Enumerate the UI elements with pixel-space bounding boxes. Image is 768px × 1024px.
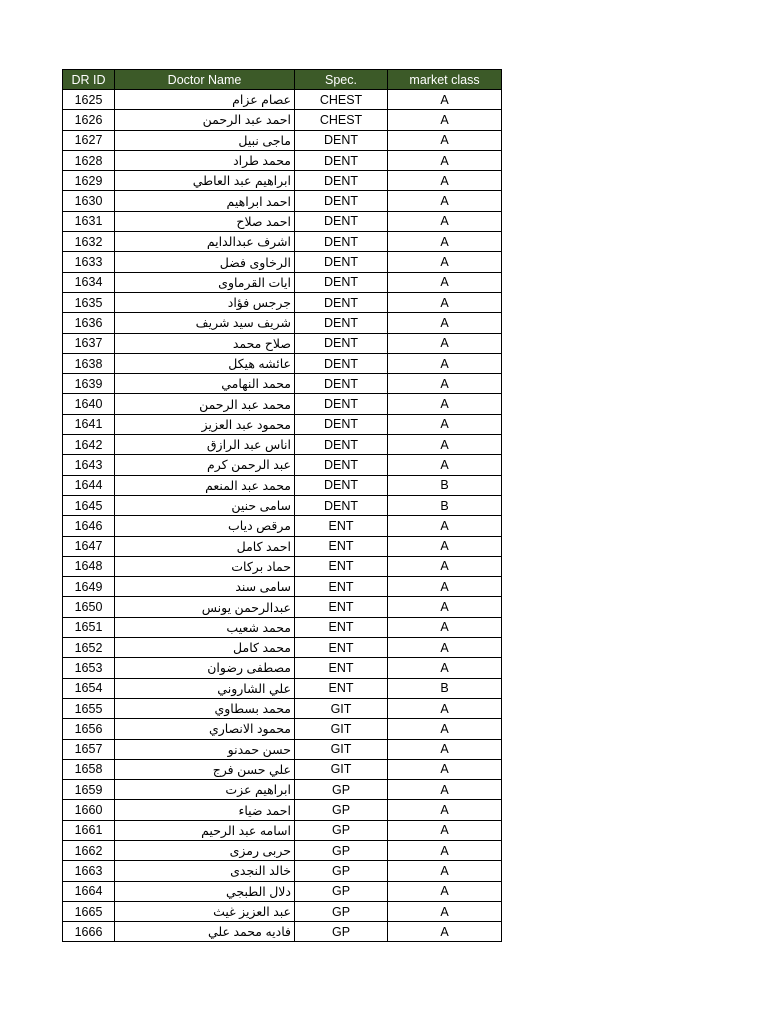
cell-dr-id[interactable]: 1650 <box>63 597 115 617</box>
cell-spec[interactable]: DENT <box>295 353 388 373</box>
cell-doctor-name[interactable]: سامى سند <box>115 577 295 597</box>
cell-dr-id[interactable]: 1658 <box>63 759 115 779</box>
cell-spec[interactable]: DENT <box>295 150 388 170</box>
cell-market-class[interactable]: A <box>388 333 502 353</box>
table-row <box>63 698 502 718</box>
cell-dr-id[interactable]: 1655 <box>63 698 115 718</box>
cell-market-class[interactable]: A <box>388 820 502 840</box>
cell-spec[interactable]: ENT <box>295 597 388 617</box>
cell-doctor-name[interactable]: محمود الانصاري <box>115 719 295 739</box>
table-row <box>63 922 502 942</box>
cell-dr-id[interactable]: 1632 <box>63 232 115 252</box>
table-row <box>63 759 502 779</box>
cell-dr-id[interactable]: 1663 <box>63 861 115 881</box>
cell-spec[interactable]: ENT <box>295 577 388 597</box>
cell-dr-id[interactable]: 1633 <box>63 252 115 272</box>
cell-spec[interactable]: DENT <box>295 130 388 150</box>
table-row <box>63 171 502 191</box>
table-row <box>63 455 502 475</box>
cell-doctor-name[interactable]: حماد بركات <box>115 556 295 576</box>
cell-doctor-name[interactable]: علي الشاروني <box>115 678 295 698</box>
cell-dr-id[interactable]: 1638 <box>63 353 115 373</box>
cell-dr-id[interactable]: 1629 <box>63 171 115 191</box>
cell-spec[interactable]: ENT <box>295 556 388 576</box>
table-row <box>63 516 502 536</box>
table-row <box>63 780 502 800</box>
table-row <box>63 800 502 820</box>
cell-spec[interactable]: ENT <box>295 638 388 658</box>
cell-market-class[interactable]: A <box>388 617 502 637</box>
cell-market-class[interactable]: A <box>388 698 502 718</box>
cell-spec[interactable]: DENT <box>295 495 388 515</box>
cell-market-class[interactable]: A <box>388 922 502 942</box>
cell-dr-id[interactable]: 1647 <box>63 536 115 556</box>
cell-dr-id[interactable]: 1646 <box>63 516 115 536</box>
cell-dr-id[interactable]: 1664 <box>63 881 115 901</box>
table-row <box>63 739 502 759</box>
cell-spec[interactable]: GIT <box>295 759 388 779</box>
cell-dr-id[interactable]: 1625 <box>63 90 115 110</box>
cell-doctor-name[interactable]: ابراهيم عزت <box>115 780 295 800</box>
cell-dr-id[interactable]: 1660 <box>63 800 115 820</box>
cell-dr-id[interactable]: 1627 <box>63 130 115 150</box>
table-row <box>63 211 502 231</box>
cell-dr-id[interactable]: 1634 <box>63 272 115 292</box>
cell-dr-id[interactable]: 1666 <box>63 922 115 942</box>
table-row <box>63 861 502 881</box>
cell-spec[interactable]: DENT <box>295 394 388 414</box>
cell-doctor-name[interactable]: صلاح محمد <box>115 333 295 353</box>
cell-dr-id[interactable]: 1653 <box>63 658 115 678</box>
cell-spec[interactable]: CHEST <box>295 90 388 110</box>
cell-market-class[interactable]: B <box>388 475 502 495</box>
table-row <box>63 881 502 901</box>
header-market-class: market class <box>388 70 502 90</box>
cell-market-class[interactable]: A <box>388 374 502 394</box>
table-row <box>63 495 502 515</box>
cell-doctor-name[interactable]: عبدالرحمن يونس <box>115 597 295 617</box>
cell-spec[interactable]: DENT <box>295 191 388 211</box>
cell-doctor-name[interactable]: شريف سيد شريف <box>115 313 295 333</box>
cell-market-class[interactable]: A <box>388 739 502 759</box>
cell-market-class[interactable]: A <box>388 150 502 170</box>
table-row <box>63 150 502 170</box>
table-row <box>63 110 502 130</box>
table-row <box>63 374 502 394</box>
header-spec: Spec. <box>295 70 388 90</box>
table-row <box>63 292 502 312</box>
cell-doctor-name[interactable]: احمد صلاح <box>115 211 295 231</box>
cell-market-class[interactable]: A <box>388 638 502 658</box>
cell-dr-id[interactable]: 1652 <box>63 638 115 658</box>
cell-spec[interactable]: ENT <box>295 678 388 698</box>
cell-doctor-name[interactable]: اشرف عبدالدايم <box>115 232 295 252</box>
cell-doctor-name[interactable]: ابراهيم عبد العاطي <box>115 171 295 191</box>
table-row <box>63 252 502 272</box>
cell-market-class[interactable]: A <box>388 536 502 556</box>
cell-doctor-name[interactable]: ايات القرماوى <box>115 272 295 292</box>
cell-dr-id[interactable]: 1631 <box>63 211 115 231</box>
cell-market-class[interactable]: A <box>388 780 502 800</box>
cell-dr-id[interactable]: 1637 <box>63 333 115 353</box>
cell-market-class[interactable]: A <box>388 90 502 110</box>
cell-dr-id[interactable]: 1626 <box>63 110 115 130</box>
cell-market-class[interactable]: A <box>388 110 502 130</box>
cell-doctor-name[interactable]: احمد ضياء <box>115 800 295 820</box>
cell-spec[interactable]: DENT <box>295 333 388 353</box>
table-row <box>63 475 502 495</box>
cell-spec[interactable]: DENT <box>295 252 388 272</box>
table-row <box>63 333 502 353</box>
table-row <box>63 414 502 434</box>
cell-market-class[interactable]: A <box>388 577 502 597</box>
header-row <box>63 70 502 90</box>
table-row <box>63 394 502 414</box>
table-row <box>63 353 502 373</box>
cell-market-class[interactable]: A <box>388 130 502 150</box>
cell-market-class[interactable]: A <box>388 901 502 921</box>
cell-dr-id[interactable]: 1630 <box>63 191 115 211</box>
table-row <box>63 678 502 698</box>
cell-doctor-name[interactable]: محمد بسطاوي <box>115 698 295 718</box>
cell-spec[interactable]: GP <box>295 840 388 860</box>
cell-spec[interactable]: DENT <box>295 272 388 292</box>
cell-dr-id[interactable]: 1649 <box>63 577 115 597</box>
cell-market-class[interactable]: A <box>388 272 502 292</box>
cell-dr-id[interactable]: 1661 <box>63 820 115 840</box>
cell-dr-id[interactable]: 1645 <box>63 495 115 515</box>
cell-spec[interactable]: GIT <box>295 739 388 759</box>
cell-market-class[interactable]: A <box>388 516 502 536</box>
cell-spec[interactable]: GP <box>295 901 388 921</box>
cell-market-class[interactable]: A <box>388 435 502 455</box>
cell-dr-id[interactable]: 1657 <box>63 739 115 759</box>
cell-doctor-name[interactable]: محمد كامل <box>115 638 295 658</box>
cell-market-class[interactable]: A <box>388 881 502 901</box>
cell-market-class[interactable]: A <box>388 658 502 678</box>
cell-market-class[interactable]: A <box>388 414 502 434</box>
cell-spec[interactable]: GP <box>295 922 388 942</box>
cell-market-class[interactable]: A <box>388 353 502 373</box>
cell-dr-id[interactable]: 1648 <box>63 556 115 576</box>
cell-doctor-name[interactable]: اناس عبد الرازق <box>115 435 295 455</box>
cell-market-class[interactable]: A <box>388 232 502 252</box>
cell-doctor-name[interactable]: محمود عبد العزيز <box>115 414 295 434</box>
cell-market-class[interactable]: A <box>388 313 502 333</box>
cell-market-class[interactable]: A <box>388 171 502 191</box>
cell-doctor-name[interactable]: عبد الرحمن كرم <box>115 455 295 475</box>
cell-market-class[interactable]: A <box>388 394 502 414</box>
cell-dr-id[interactable]: 1636 <box>63 313 115 333</box>
cell-spec[interactable]: DENT <box>295 313 388 333</box>
cell-doctor-name[interactable]: علي حسن فرج <box>115 759 295 779</box>
cell-dr-id[interactable]: 1635 <box>63 292 115 312</box>
cell-dr-id[interactable]: 1659 <box>63 780 115 800</box>
cell-dr-id[interactable]: 1641 <box>63 414 115 434</box>
cell-doctor-name[interactable]: عبد العزيز غيث <box>115 901 295 921</box>
cell-market-class[interactable]: A <box>388 556 502 576</box>
table-row <box>63 232 502 252</box>
table-header <box>63 70 502 90</box>
cell-dr-id[interactable]: 1639 <box>63 374 115 394</box>
cell-dr-id[interactable]: 1643 <box>63 455 115 475</box>
table-row <box>63 191 502 211</box>
header-dr-id: DR ID <box>63 70 115 90</box>
cell-spec[interactable]: GP <box>295 820 388 840</box>
cell-spec[interactable]: DENT <box>295 475 388 495</box>
cell-market-class[interactable]: A <box>388 597 502 617</box>
cell-doctor-name[interactable]: محمد طراد <box>115 150 295 170</box>
cell-doctor-name[interactable]: احمد كامل <box>115 536 295 556</box>
cell-spec[interactable]: GP <box>295 800 388 820</box>
cell-doctor-name[interactable]: محمد عبد المنعم <box>115 475 295 495</box>
cell-doctor-name[interactable]: حسن حمدنو <box>115 739 295 759</box>
cell-market-class[interactable]: A <box>388 191 502 211</box>
table-row <box>63 840 502 860</box>
cell-spec[interactable]: DENT <box>295 292 388 312</box>
cell-doctor-name[interactable]: دلال الطبجي <box>115 881 295 901</box>
cell-doctor-name[interactable]: محمد النهامي <box>115 374 295 394</box>
cell-spec[interactable]: DENT <box>295 414 388 434</box>
cell-dr-id[interactable]: 1654 <box>63 678 115 698</box>
cell-market-class[interactable]: A <box>388 759 502 779</box>
cell-market-class[interactable]: A <box>388 211 502 231</box>
cell-dr-id[interactable]: 1665 <box>63 901 115 921</box>
cell-doctor-name[interactable]: ماجى نبيل <box>115 130 295 150</box>
table-row <box>63 719 502 739</box>
cell-spec[interactable]: DENT <box>295 374 388 394</box>
cell-doctor-name[interactable]: عصام عزام <box>115 90 295 110</box>
cell-spec[interactable]: DENT <box>295 211 388 231</box>
table-row <box>63 435 502 455</box>
cell-dr-id[interactable]: 1651 <box>63 617 115 637</box>
cell-doctor-name[interactable]: احمد ابراهيم <box>115 191 295 211</box>
table-row <box>63 617 502 637</box>
doctor-table <box>62 69 502 942</box>
cell-doctor-name[interactable]: محمد عبد الرحمن <box>115 394 295 414</box>
cell-doctor-name[interactable]: الرخاوى فضل <box>115 252 295 272</box>
cell-dr-id[interactable]: 1642 <box>63 435 115 455</box>
cell-doctor-name[interactable]: مصطفى رضوان <box>115 658 295 678</box>
cell-doctor-name[interactable]: خالد النجدى <box>115 861 295 881</box>
cell-doctor-name[interactable]: سامى حنين <box>115 495 295 515</box>
cell-spec[interactable]: GP <box>295 861 388 881</box>
cell-market-class[interactable]: A <box>388 840 502 860</box>
cell-spec[interactable]: GIT <box>295 698 388 718</box>
table-row <box>63 90 502 110</box>
table-row <box>63 638 502 658</box>
table-row <box>63 658 502 678</box>
cell-market-class[interactable]: A <box>388 292 502 312</box>
table-row <box>63 901 502 921</box>
cell-dr-id[interactable]: 1656 <box>63 719 115 739</box>
cell-doctor-name[interactable]: محمد شعيب <box>115 617 295 637</box>
cell-spec[interactable]: ENT <box>295 536 388 556</box>
table-body <box>63 90 502 942</box>
cell-spec[interactable]: DENT <box>295 232 388 252</box>
table-row <box>63 536 502 556</box>
cell-doctor-name[interactable]: مرقص دياب <box>115 516 295 536</box>
cell-spec[interactable]: ENT <box>295 658 388 678</box>
table-row <box>63 313 502 333</box>
cell-market-class[interactable]: A <box>388 252 502 272</box>
cell-dr-id[interactable]: 1640 <box>63 394 115 414</box>
cell-market-class[interactable]: B <box>388 495 502 515</box>
table-row <box>63 130 502 150</box>
table-row <box>63 272 502 292</box>
cell-dr-id[interactable]: 1628 <box>63 150 115 170</box>
table-row <box>63 556 502 576</box>
cell-spec[interactable]: GP <box>295 881 388 901</box>
cell-spec[interactable]: GIT <box>295 719 388 739</box>
cell-spec[interactable]: DENT <box>295 435 388 455</box>
cell-market-class[interactable]: B <box>388 678 502 698</box>
cell-market-class[interactable]: A <box>388 861 502 881</box>
cell-spec[interactable]: ENT <box>295 516 388 536</box>
cell-market-class[interactable]: A <box>388 719 502 739</box>
cell-doctor-name[interactable]: جرجس فؤاد <box>115 292 295 312</box>
cell-dr-id[interactable]: 1662 <box>63 840 115 860</box>
cell-market-class[interactable]: A <box>388 455 502 475</box>
cell-spec[interactable]: ENT <box>295 617 388 637</box>
table-row <box>63 820 502 840</box>
cell-market-class[interactable]: A <box>388 800 502 820</box>
cell-spec[interactable]: GP <box>295 780 388 800</box>
cell-doctor-name[interactable]: فاديه محمد علي <box>115 922 295 942</box>
cell-doctor-name[interactable]: اسامه عبد الرحيم <box>115 820 295 840</box>
cell-spec[interactable]: DENT <box>295 455 388 475</box>
cell-doctor-name[interactable]: حربى رمزى <box>115 840 295 860</box>
header-doctor-name: Doctor Name <box>115 70 295 90</box>
cell-doctor-name[interactable]: احمد عبد الرحمن <box>115 110 295 130</box>
table-row <box>63 597 502 617</box>
table-row <box>63 577 502 597</box>
cell-dr-id[interactable]: 1644 <box>63 475 115 495</box>
cell-doctor-name[interactable]: عائشه هيكل <box>115 353 295 373</box>
cell-spec[interactable]: DENT <box>295 171 388 191</box>
cell-spec[interactable]: CHEST <box>295 110 388 130</box>
